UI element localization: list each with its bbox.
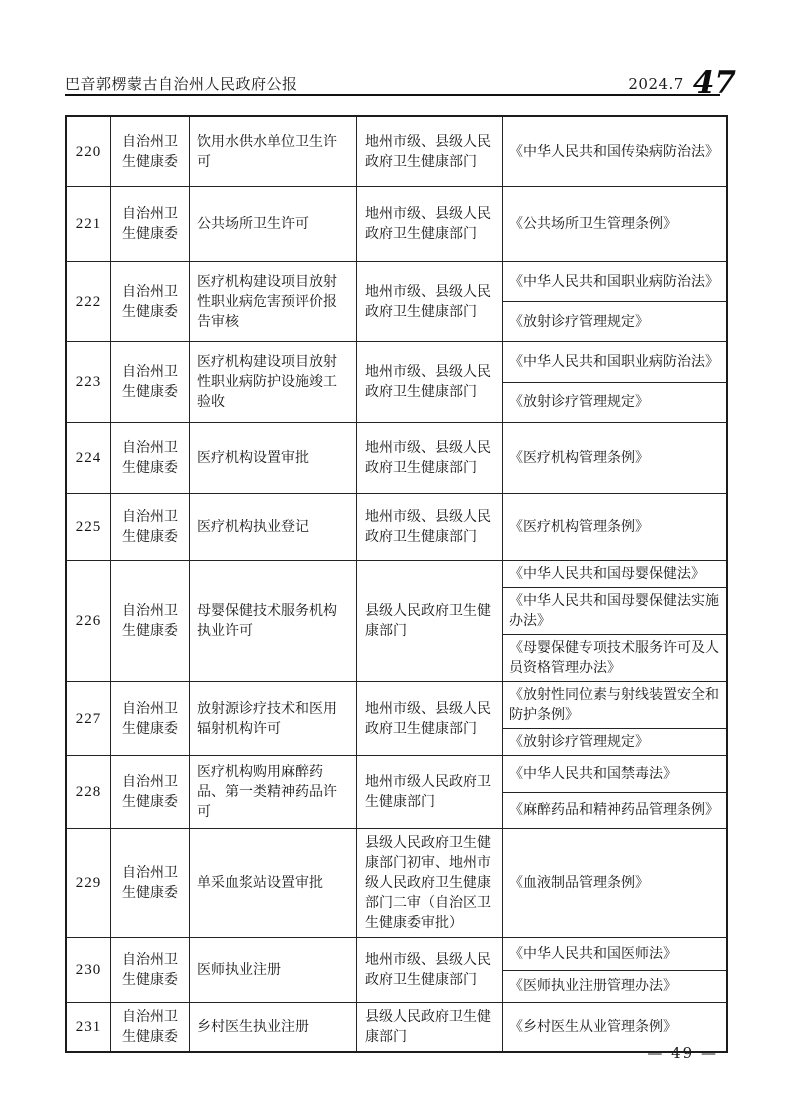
legal-basis-entry: 《乡村医生从业管理条例》: [509, 1019, 677, 1035]
gazette-title: 巴音郭楞蒙古自治州人民政府公报: [65, 75, 298, 93]
table-row: [67, 756, 726, 829]
legal-basis-entry: 《中华人民共和国母婴保健法》: [503, 561, 726, 588]
row-number: 229: [67, 829, 111, 937]
row-legal-basis: [503, 829, 726, 937]
row-legal-basis: [503, 494, 726, 560]
legal-basis-entry: 《中华人民共和国传染病防治法》: [509, 143, 719, 160]
row-legal-basis: [503, 262, 726, 341]
page-number: — 49 —: [647, 1044, 718, 1062]
row-legal-basis: [503, 682, 726, 755]
row-number: 220: [67, 117, 111, 186]
legal-basis-entry: 《母婴保健专项技术服务许可及人员资格管理办法》: [509, 640, 719, 676]
legal-basis-entry: 《中华人民共和国职业病防治法》: [503, 262, 726, 302]
row-legal-basis: [503, 423, 726, 493]
row-department: 自治州卫生健康委: [111, 682, 190, 755]
row-number: 228: [67, 756, 111, 828]
row-implementing-agency: 地州市级、县级人民政府卫生健康部门: [357, 682, 503, 755]
page-header: [65, 64, 736, 101]
row-department: 自治州卫生健康委: [111, 756, 190, 828]
table-row: [67, 342, 726, 423]
legal-basis-entry: 《放射性同位素与射线装置安全和防护条例》: [503, 682, 726, 729]
row-department: 自治州卫生健康委: [111, 561, 190, 681]
row-item-name: 医疗机构购用麻醉药品、第一类精神药品许可: [190, 756, 357, 828]
table-row: [67, 187, 726, 262]
row-implementing-agency: 地州市级、县级人民政府卫生健康部门: [357, 117, 503, 186]
row-department: 自治州卫生健康委: [111, 423, 190, 493]
legal-basis-entry: 《中华人民共和国禁毒法》: [503, 756, 726, 793]
row-item-name: 单采血浆站设置审批: [190, 829, 357, 937]
table-row: [67, 1003, 726, 1051]
row-department: 自治州卫生健康委: [111, 1003, 190, 1051]
row-implementing-agency: 地州市级、县级人民政府卫生健康部门: [357, 342, 503, 422]
table-row: [67, 682, 726, 756]
row-item-name: 医师执业注册: [190, 938, 357, 1002]
legal-basis-entry: 《血液制品管理条例》: [509, 875, 649, 891]
legal-basis-entry: 《放射诊疗管理规定》: [509, 734, 649, 750]
row-implementing-agency: 地州市级、县级人民政府卫生健康部门: [357, 938, 503, 1002]
row-department: 自治州卫生健康委: [111, 117, 190, 186]
legal-basis-entry: 《医疗机构管理条例》: [509, 450, 649, 466]
table-row: [67, 494, 726, 561]
row-implementing-agency: 地州市级、县级人民政府卫生健康部门: [357, 262, 503, 341]
row-implementing-agency: 地州市级人民政府卫生健康部门: [357, 756, 503, 828]
row-department: 自治州卫生健康委: [111, 938, 190, 1002]
legal-basis-entry: 《麻醉药品和精神药品管理条例》: [509, 802, 719, 819]
row-department: 自治州卫生健康委: [111, 342, 190, 422]
row-number: 223: [67, 342, 111, 422]
row-department: 自治州卫生健康委: [111, 829, 190, 937]
table-row: [67, 262, 726, 342]
legal-basis-entry: 《放射诊疗管理规定》: [509, 394, 649, 411]
table-row: [67, 938, 726, 1003]
row-department: 自治州卫生健康委: [111, 262, 190, 341]
row-number: 222: [67, 262, 111, 341]
row-implementing-agency: 县级人民政府卫生健康部门: [357, 561, 503, 681]
row-item-name: 母婴保健技术服务机构执业许可: [190, 561, 357, 681]
row-number: 225: [67, 494, 111, 560]
table-row: [67, 829, 726, 938]
row-implementing-agency: 县级人民政府卫生健康部门初审、地州市级人民政府卫生健康部门二审（自治区卫生健康委审批）: [357, 829, 503, 937]
row-number: 221: [67, 187, 111, 261]
row-item-name: 医疗机构设置审批: [190, 423, 357, 493]
row-number: 226: [67, 561, 111, 681]
row-item-name: 公共场所卫生许可: [190, 187, 357, 261]
legal-basis-entry: 《放射诊疗管理规定》: [509, 313, 649, 330]
issue-number: 47: [692, 65, 736, 101]
row-item-name: 放射源诊疗技术和医用辐射机构许可: [190, 682, 357, 755]
issue-date: 2024.7: [628, 75, 684, 93]
approval-items-table: [65, 115, 728, 1053]
legal-basis-entry: 《中华人民共和国母婴保健法实施办法》: [503, 588, 726, 635]
legal-basis-entry: 《中华人民共和国职业病防治法》: [503, 342, 726, 383]
row-item-name: 饮用水供水单位卫生许可: [190, 117, 357, 186]
row-legal-basis: [503, 342, 726, 422]
table-row: [67, 423, 726, 494]
row-implementing-agency: 地州市级、县级人民政府卫生健康部门: [357, 494, 503, 560]
row-item-name: 医疗机构执业登记: [190, 494, 357, 560]
row-number: 227: [67, 682, 111, 755]
row-legal-basis: [503, 187, 726, 261]
row-number: 230: [67, 938, 111, 1002]
row-legal-basis: [503, 561, 726, 681]
row-legal-basis: [503, 117, 726, 186]
row-implementing-agency: 县级人民政府卫生健康部门: [357, 1003, 503, 1051]
row-item-name: 乡村医生执业注册: [190, 1003, 357, 1051]
legal-basis-entry: 《公共场所卫生管理条例》: [509, 216, 677, 232]
row-department: 自治州卫生健康委: [111, 187, 190, 261]
legal-basis-entry: 《中华人民共和国医师法》: [503, 938, 726, 971]
row-implementing-agency: 地州市级、县级人民政府卫生健康部门: [357, 187, 503, 261]
row-number: 224: [67, 423, 111, 493]
legal-basis-entry: 《医师执业注册管理办法》: [509, 978, 677, 995]
row-legal-basis: [503, 756, 726, 828]
legal-basis-entry: 《医疗机构管理条例》: [509, 519, 649, 535]
row-department: 自治州卫生健康委: [111, 494, 190, 560]
row-number: 231: [67, 1003, 111, 1051]
row-item-name: 医疗机构建设项目放射性职业病防护设施竣工验收: [190, 342, 357, 422]
row-item-name: 医疗机构建设项目放射性职业病危害预评价报告审核: [190, 262, 357, 341]
header-rule: [65, 94, 720, 96]
table-row: [67, 117, 726, 187]
row-legal-basis: [503, 938, 726, 1002]
table-row: [67, 561, 726, 682]
row-implementing-agency: 地州市级、县级人民政府卫生健康部门: [357, 423, 503, 493]
